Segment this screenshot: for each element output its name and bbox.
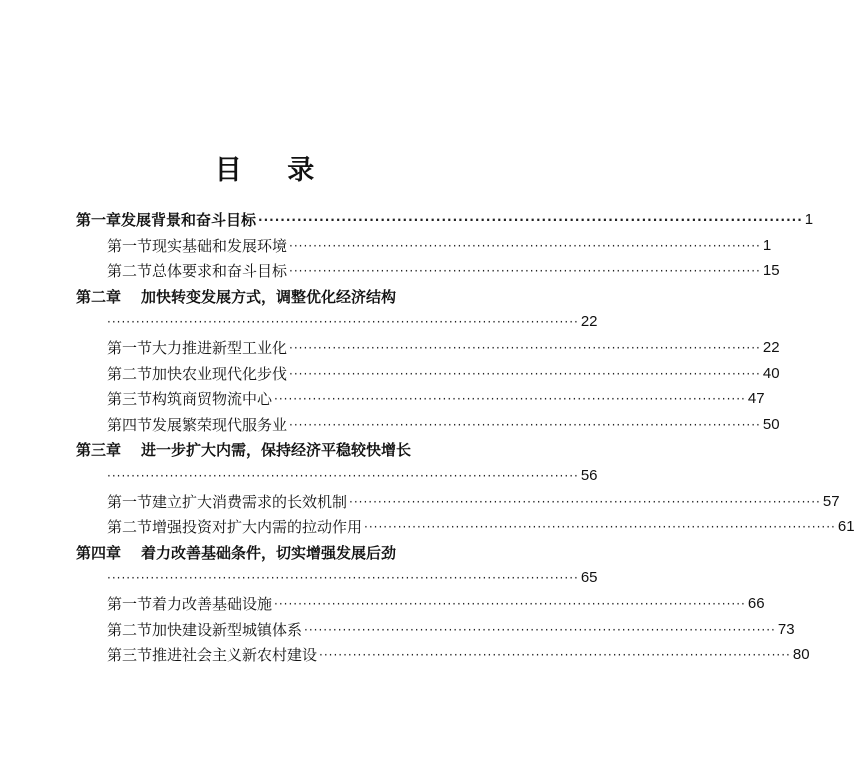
toc-chapter-row	[0, 438, 458, 462]
toc-section-row	[0, 490, 840, 514]
leader-dots: ··································································································	[107, 469, 579, 483]
section-number: 第二节	[107, 620, 153, 639]
page-number: 80	[792, 646, 810, 664]
section-number: 第二节	[107, 262, 153, 281]
chapter-number: 第二章	[76, 287, 122, 306]
page-number: 1	[804, 211, 814, 228]
section-number: 第一节	[107, 492, 153, 511]
toc-section-row	[0, 336, 780, 360]
toc-chapter-page-row	[0, 464, 598, 488]
toc-section-row	[0, 643, 810, 667]
page-title: 目 录	[214, 155, 333, 186]
section-number: 第三节	[107, 646, 153, 665]
page-number: 57	[822, 492, 840, 510]
section-number: 第二节	[107, 518, 153, 537]
chapter-number: 第四章	[76, 543, 122, 562]
leader-dots: ··································································································	[349, 494, 821, 509]
toc-section-row	[0, 592, 765, 616]
section-title: 增强投资对扩大内需的拉动作用	[152, 518, 363, 537]
page-number: 56	[580, 467, 598, 484]
leader-dots: ··································································································	[289, 238, 761, 253]
page-number: 40	[762, 364, 780, 382]
toc-chapter-page-row	[0, 310, 598, 334]
toc-section-row	[0, 618, 795, 642]
chapter-title: 加快转变发展方式，调整优化经济结构	[141, 287, 397, 306]
leader-dots: ··································································································	[258, 213, 803, 227]
leader-dots: ··································································································	[289, 264, 761, 279]
toc-chapter-page-row	[0, 566, 598, 590]
chapter-title: 着力改善基础条件，切实增强发展后劲	[141, 543, 397, 562]
leader-dots: ··································································································	[319, 648, 791, 663]
section-title: 发展繁荣现代服务业	[152, 415, 288, 434]
leader-dots: ··································································································	[274, 597, 746, 611]
leader-dots: ··································································································	[107, 315, 579, 330]
page-number: 66	[747, 595, 765, 612]
section-title: 建立扩大消费需求的长效机制	[152, 492, 348, 511]
leader-dots: ··································································································	[107, 571, 579, 586]
toc-chapter-row	[0, 208, 814, 232]
toc-section-row	[0, 515, 855, 539]
toc-section-row	[0, 387, 765, 411]
leader-dots: ··································································································	[289, 366, 761, 381]
toc-section-row	[0, 234, 772, 258]
chapter-number: 第一章	[76, 211, 122, 229]
leader-dots: ··································································································	[304, 622, 776, 637]
page-number: 1	[762, 236, 772, 254]
toc-chapter-row	[0, 541, 458, 565]
page-number: 73	[777, 620, 795, 638]
page-number: 22	[762, 339, 780, 356]
toc-section-row	[0, 413, 780, 437]
chapter-title: 发展背景和奋斗目标	[121, 211, 257, 229]
toc-chapter-row	[0, 285, 458, 309]
toc-section-row	[0, 362, 780, 386]
section-number: 第二节	[107, 364, 153, 383]
leader-dots: ··································································································	[289, 341, 761, 355]
section-number: 第四节	[107, 415, 153, 434]
section-number: 第一节	[107, 595, 153, 613]
leader-dots: ··································································································	[274, 392, 746, 407]
page-number: 65	[580, 569, 598, 587]
section-number: 第一节	[107, 339, 153, 357]
chapter-number: 第三章	[76, 441, 122, 460]
section-title: 现实基础和发展环境	[152, 236, 288, 255]
page-number: 22	[580, 313, 598, 331]
chapter-title: 进一步扩大内需，保持经济平稳较快增长	[141, 441, 412, 460]
leader-dots: ··································································································	[364, 520, 836, 535]
section-title: 构筑商贸物流中心	[152, 390, 273, 409]
page-number: 61	[837, 518, 855, 536]
section-title: 大力推进新型工业化	[152, 339, 288, 357]
page-number: 50	[762, 415, 780, 433]
toc-section-row	[0, 259, 780, 283]
section-title: 推进社会主义新农村建设	[152, 646, 318, 665]
section-number: 第一节	[107, 236, 153, 255]
section-number: 第三节	[107, 390, 153, 409]
section-title: 着力改善基础设施	[152, 595, 273, 613]
page-number: 47	[747, 390, 765, 408]
leader-dots: ··································································································	[289, 417, 761, 432]
section-title: 加快建设新型城镇体系	[152, 620, 303, 639]
page-number: 15	[762, 262, 780, 280]
section-title: 总体要求和奋斗目标	[152, 262, 288, 281]
section-title: 加快农业现代化步伐	[152, 364, 288, 383]
